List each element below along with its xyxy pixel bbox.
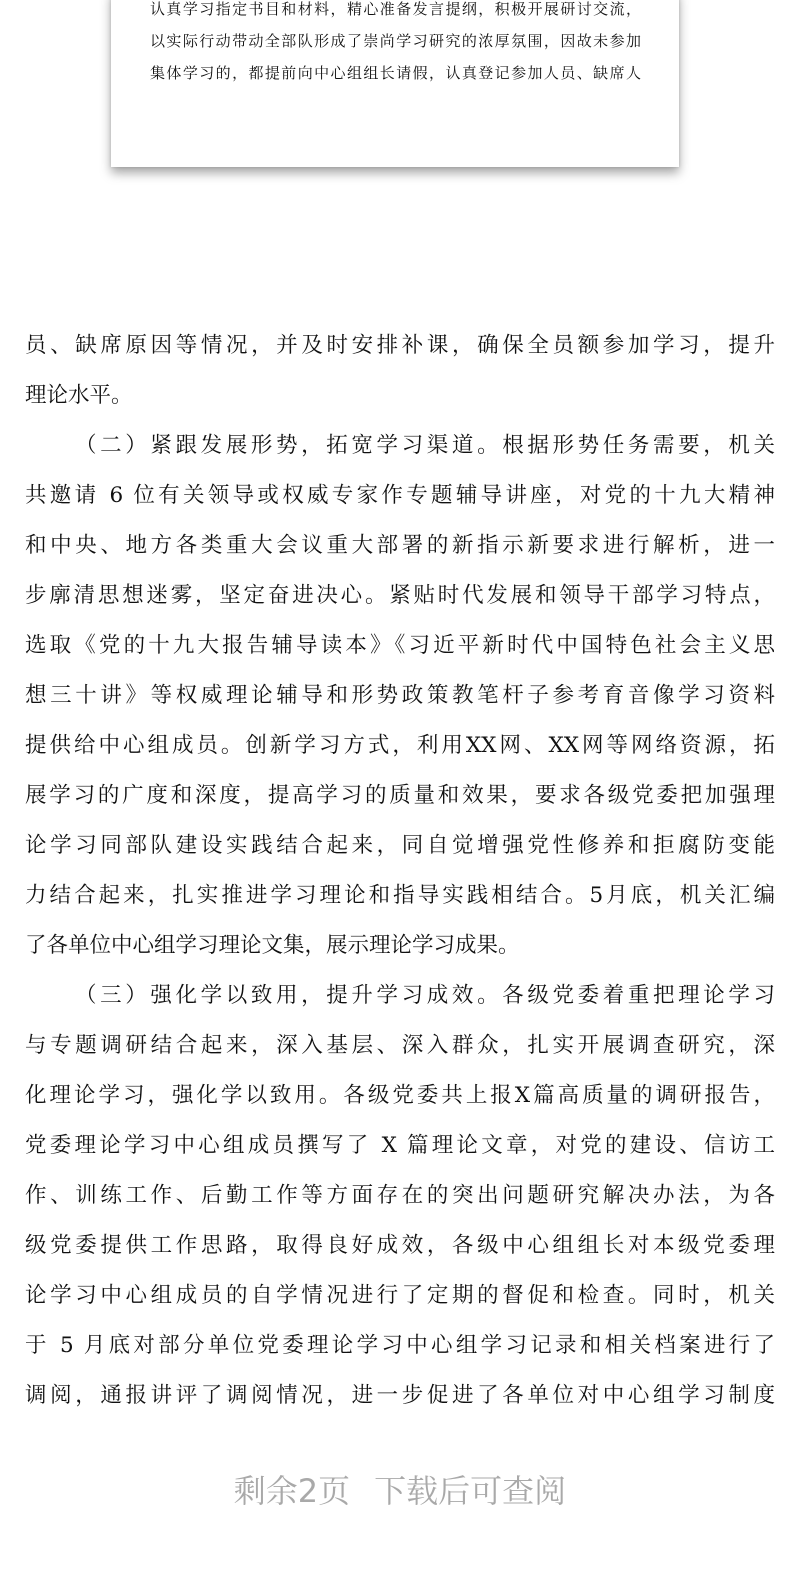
- text-line: 力结合起来，扎实推进学习理论和指导实践相结合。5月底，机关汇编: [25, 883, 775, 908]
- text-line: 作、训练工作、后勤工作等方面存在的突出问题研究解决办法，为各: [25, 1183, 775, 1208]
- text-line: 了各单位中心组学习理论文集，展示理论学习成果。: [25, 933, 520, 958]
- text-line: 选取《党的十九大报告辅导读本》《习近平新时代中国特色社会主义思: [25, 633, 775, 658]
- text-line: 级党委提供工作思路，取得良好成效，各级中心组组长对本级党委理: [25, 1233, 775, 1258]
- preview-page-text: [150, 0, 641, 89]
- text-line: 员、缺席原因等情况，并及时安排补课，确保全员额参加学习，提升: [25, 333, 775, 358]
- preview-line: 以实际行动带动全部队形成了崇尚学习研究的浓厚氛围，因故未参加: [150, 32, 641, 50]
- text-line: 论学习同部队建设实践结合起来，同自觉增强党性修养和拒腐防变能: [25, 833, 775, 858]
- text-line: 展学习的广度和深度，提高学习的质量和效果，要求各级党委把加强理: [25, 783, 775, 808]
- text-line: 和中央、地方各类重大会议重大部署的新指示新要求进行解析，进一: [25, 533, 775, 558]
- preview-line: 认真学习指定书目和材料，精心准备发言提纲，积极开展研讨交流，: [150, 0, 641, 18]
- text-line: 党委理论学习中心组成员撰写了 X 篇理论文章，对党的建设、信访工: [25, 1133, 775, 1158]
- text-line: 调阅，通报讲评了调阅情况，进一步促进了各单位对中心组学习制度: [25, 1383, 775, 1408]
- remaining-pages-label: 剩余2页: [233, 1472, 351, 1510]
- text-line: 共邀请 6 位有关领导或权威专家作专题辅导讲座，对党的十九大精神: [25, 483, 775, 508]
- text-line: 理论水平。: [25, 383, 133, 408]
- text-line: 步廓清思想迷雾，坚定奋进决心。紧贴时代发展和领导干部学习特点，: [25, 583, 775, 608]
- document-body: [25, 321, 775, 1421]
- text-line: 化理论学习，强化学以致用。各级党委共上报X篇高质量的调研报告，: [25, 1083, 775, 1108]
- text-line: 提供给中心组成员。创新学习方式，利用XX网、XX网等网络资源，拓: [25, 733, 775, 758]
- download-hint-label: 下载后可查阅: [374, 1472, 567, 1510]
- text-line: 与专题调研结合起来，深入基层、深入群众，扎实开展调查研究，深: [25, 1033, 775, 1058]
- text-line: 想三十讲》等权威理论辅导和形势政策教笔杆子参考育音像学习资料: [25, 683, 775, 708]
- section-heading-line: （二）紧跟发展形势，拓宽学习渠道。根据形势任务需要，机关: [75, 433, 775, 458]
- section-heading-line: （三）强化学以致用，提升学习成效。各级党委着重把理论学习: [75, 983, 775, 1008]
- preview-page-card: [111, 0, 679, 167]
- preview-line: 集体学习的，都提前向中心组组长请假，认真登记参加人员、缺席人: [150, 64, 641, 82]
- text-line: 于 5 月底对部分单位党委理论学习中心组学习记录和相关档案进行了: [25, 1333, 775, 1358]
- text-line: 论学习中心组成员的自学情况进行了定期的督促和检查。同时，机关: [25, 1283, 775, 1308]
- download-prompt[interactable]: [0, 1466, 800, 1512]
